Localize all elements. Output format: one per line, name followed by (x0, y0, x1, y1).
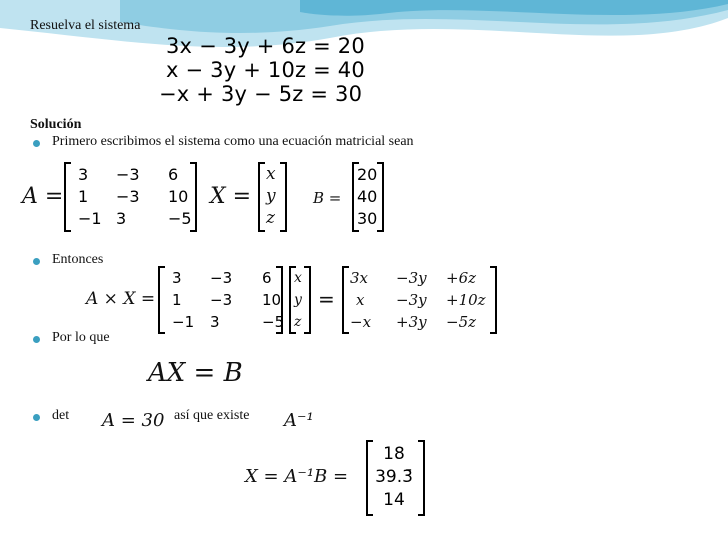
vector-B-label: B = (313, 189, 342, 207)
vector-cell: 40 (357, 186, 378, 206)
ax-equals-b: AX = B (148, 358, 243, 388)
matrix-A-left-bracket (158, 266, 165, 334)
vector-cell: x (294, 270, 302, 286)
matrix-A-right-bracket (276, 266, 283, 334)
matrix-cell: −1 (172, 313, 195, 331)
solution-cell: 39.3̄ (375, 466, 413, 487)
bullet-dot (33, 414, 40, 421)
vector-X-label: X = (210, 184, 252, 209)
vector-cell: 30 (357, 208, 378, 228)
matrix-cell: −5 (168, 208, 192, 228)
matrix-cell: −5 (262, 313, 285, 331)
solution-right-bracket (418, 440, 425, 516)
matrix-A (78, 163, 196, 229)
vector-cell: y (294, 292, 302, 308)
matrix-cell: −3 (116, 186, 140, 206)
product-cell: −3y (396, 291, 427, 309)
slide-title: Resuelva el sistema (30, 18, 141, 33)
vector-B-right-bracket (377, 162, 384, 232)
matrix-cell: −3 (210, 269, 233, 287)
solution-label: X = A⁻¹B = (245, 466, 349, 487)
matrix-cell: −3 (116, 164, 140, 184)
product-cell: +6z (446, 269, 477, 287)
matrix-cell: −3 (210, 291, 233, 309)
vector-cell: z (294, 314, 302, 330)
product-cell: 3x (350, 269, 369, 287)
matrix-cell: 6 (168, 164, 179, 184)
matrix-cell: 10 (262, 291, 282, 309)
solution-cell: 18 (383, 443, 405, 464)
matrix-cell: 3 (78, 164, 89, 184)
equation-1: 3x − 3y + 6z = 20 (166, 34, 365, 58)
a-inverse: A⁻¹ (284, 410, 314, 431)
matrix-cell: 1 (172, 291, 182, 309)
bullet-dot (33, 140, 40, 147)
product-cell: −3y (396, 269, 427, 287)
solution-heading: Solución (30, 117, 82, 132)
bullet-dot (33, 336, 40, 343)
equation-2: x − 3y + 10z = 40 (166, 58, 365, 82)
bullet-text-3: Por lo que (52, 330, 110, 345)
product-cell: x (356, 291, 365, 309)
matrix-A-right-bracket (190, 162, 197, 232)
matrix-cell: 1 (78, 186, 89, 206)
matrix-cell: 10 (168, 186, 189, 206)
bullet-text-det: det (52, 408, 70, 423)
vector-X-right-bracket (304, 266, 311, 334)
matrix-cell: −1 (78, 208, 102, 228)
bullet-text-2: Entonces (52, 252, 104, 267)
vector-X-left-bracket (258, 162, 265, 232)
vector-B (357, 163, 379, 229)
bullet-text-1: Primero escribimos el sistema como una ecuación matricial sean (52, 134, 414, 149)
det-value: A = 30 (102, 410, 165, 431)
product-cell: +10z (446, 291, 486, 309)
vector-cell: z (266, 208, 275, 228)
vector-cell: 20 (357, 164, 378, 184)
product-cell: −5z (446, 313, 477, 331)
vector-X-right-bracket (280, 162, 287, 232)
product-cell: +3y (396, 313, 427, 331)
equation-3: −x + 3y − 5z = 30 (159, 82, 363, 106)
matrix-A-label: A = (22, 184, 64, 209)
solution-cell: 14 (383, 489, 405, 510)
bullet-dot (33, 258, 40, 265)
matrix-A-left-bracket (64, 162, 71, 232)
solution-vector (372, 442, 416, 511)
equals-sign: = (318, 287, 335, 311)
matrix-cell: 3 (210, 313, 220, 331)
matrix-A-repeat (172, 267, 288, 333)
product-right-bracket (490, 266, 497, 334)
vector-cell: x (266, 164, 276, 184)
matrix-cell: 3 (172, 269, 182, 287)
product-matrix (350, 267, 490, 333)
bullet-text-asi: así que existe (174, 408, 250, 423)
matrix-cell: 3 (116, 208, 127, 228)
product-cell: −x (350, 313, 372, 331)
product-label: A × X = (86, 289, 156, 309)
matrix-cell: 6 (262, 269, 272, 287)
vector-cell: y (266, 186, 276, 206)
product-left-bracket (342, 266, 349, 334)
